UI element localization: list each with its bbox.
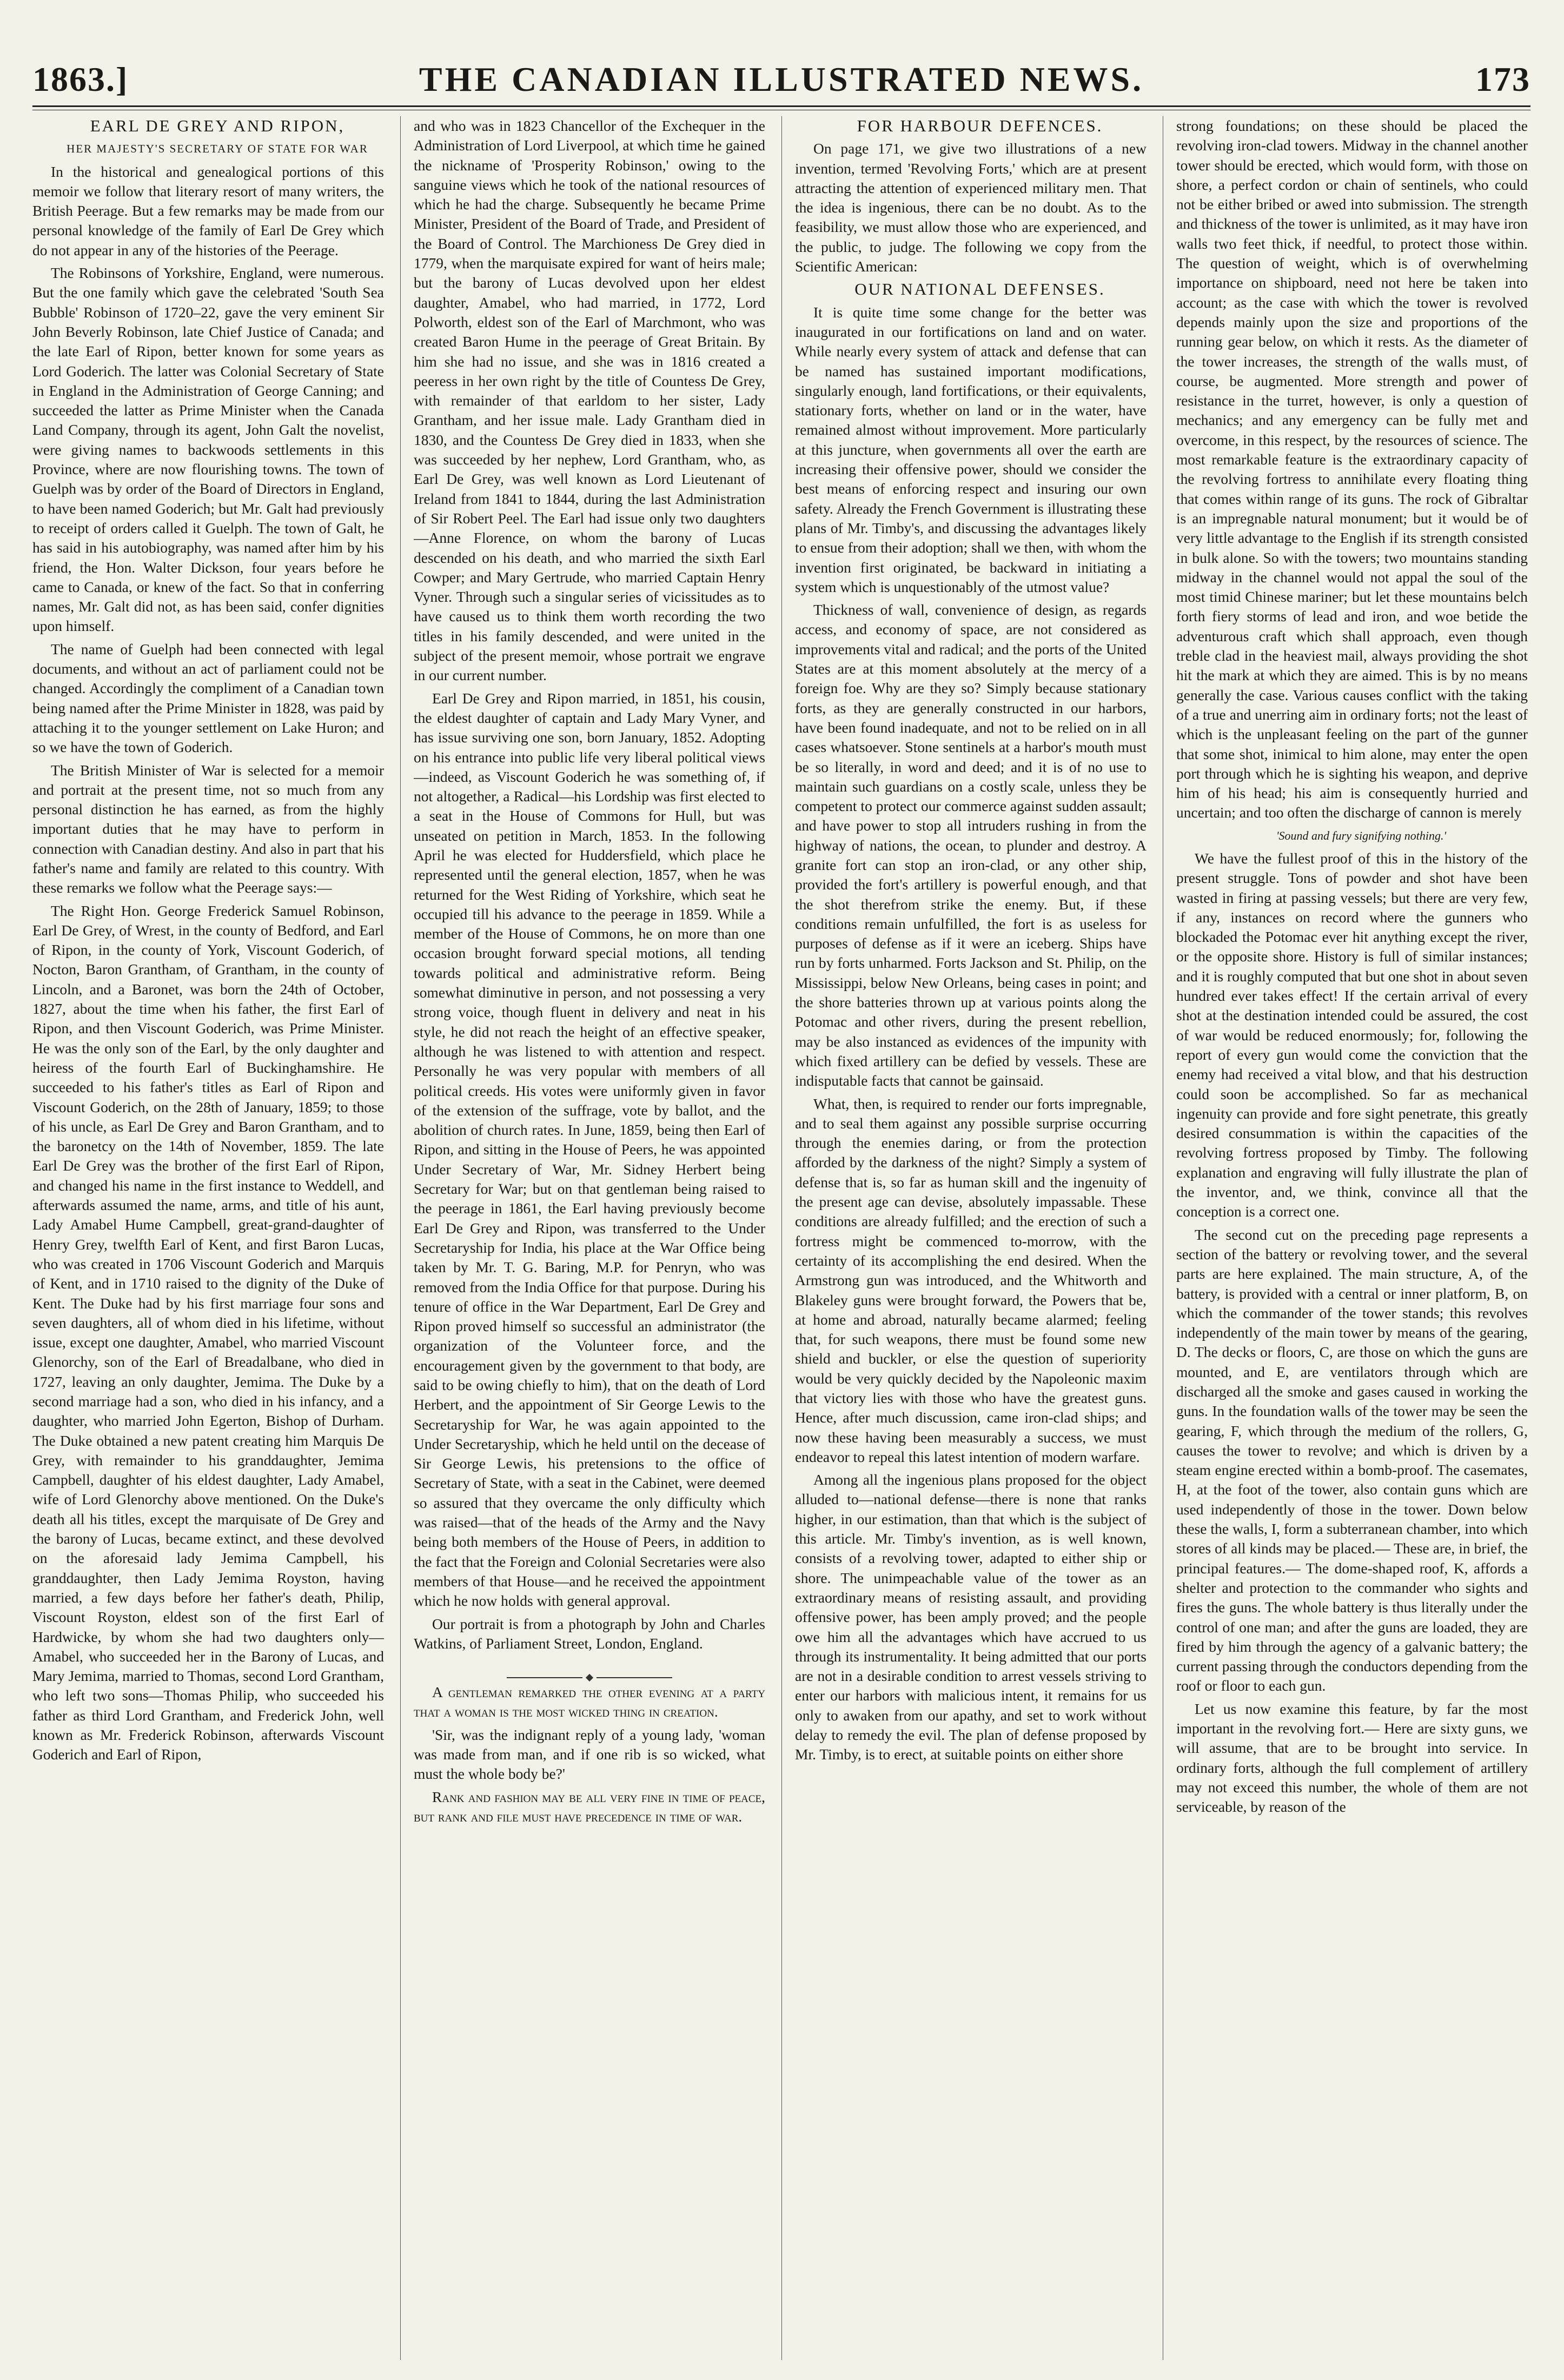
issue-year: 1863.] <box>32 60 129 98</box>
paragraph: The Right Hon. George Frederick Samuel Robinson, Earl De Grey, of Wrest, in the county of Bedford, and Earl of Ripon, in the county of York, Viscount Goderich, of Nocton, Baron Grantham, of Grantham, in the county of Lincoln, and a Baronet, was born the 24th of October, 1827, about the time when his father, the first Earl of Ripon, and then Viscount Goderich, was Prime Minister. He was the only son of the Earl, by the only daughter and heiress of the fourth Earl of Buckinghamshire. He succeeded to his father's titles as Earl of Ripon and Viscount Goderich, on the 28th of January, 1859; to those of his uncle, as Earl De Grey and Baron Grantham, and to the baronetcy on the 14th of November, 1859. The late Earl De Grey was the brother of the first Earl of Ripon, and changed his name in the first instance to Weddell, and afterwards assumed the name, arms, and title of his aunt, Lady Amabel Hume Campbell, great-grand-daughter of Henry Grey, twelfth Earl of Kent, and first Baron Lucas, who was created in 1706 Viscount Goderich and Marquis of Kent, and in 1710 raised to the dignity of the Duke of Kent. The Duke had by his first marriage four sons and seven daughters, all of whom died in his lifetime, without issue, except one daughter, Amabel, who married Viscount Glenorchy, son of the Earl of Breadalbane, who died in 1727, leaving an only daughter, Jemima. The Duke by a second marriage had a son, who died in his infancy, and a daughter, who married John Egerton, Bishop of Durham. The Duke obtained a new patent creating him Marquis De Grey, with remainder to his granddaughter, Jemima Campbell, daughter of his eldest daughter, Lady Amabel, wife of Lord Glenorchy above mentioned. On the Duke's death all his titles, except the marquisate of De Grey and the barony of Lucas, became extinct, and these devolved on the aforesaid lady Jemima Campbell, his granddaughter, then Lady Jemima Royston, having married, a few days before her father's death, Philip, Viscount Royston, eldest son of the first Earl of Hardwicke, by whom she had two daughters only—Amabel, who succeeded her in the Barony of Lucas, and Mary Jemima, married to Thomas, second Lord Grantham, who left two sons—Thomas Philip, who succeeded his father as third Lord Grantham, and Frederick John, well known as Mr. Frederick Robinson, afterwards Viscount Goderich and Earl of Ripon, <box>32 902 384 1763</box>
paragraph: The British Minister of War is selected for a memoir and portrait at the present time, not so much from any personal distinction he has earned, as from the highly important duties that he may have to perform in connection with Canadian destiny. And also in part that his father's name and family are related to this country. With these remarks we follow what the Peerage says:— <box>32 761 384 896</box>
column-2 <box>414 116 765 2360</box>
paragraph: It is quite time some change for the better was inaugurated in our fortifications on land and on water. While nearly every system of attack and defense that can be named has sustained important modifications, singularly enough, land fortifications, or their equivalents, stationary forts, whether on land or in the water, have remained almost without improvement. More particularly at this juncture, when governments all over the earth are increasing their offensive power, should we consider the best means of enforcing respect and insuring our own safety. Already the French Government is illustrating these plans of Mr. Timby's, and discussing the advantages likely to ensue from their adoption; shall we then, with whom the invention first originated, be backward in initiating a system which is unquestionably of the utmost value? <box>795 303 1147 595</box>
article-subheading: HER MAJESTY'S SECRETARY OF STATE FOR WAR <box>67 142 368 156</box>
paragraph: and who was in 1823 Chancellor of the Exchequer in the Administration of Lord Liverpool, at which time he gained the nickname of 'Prosperity Robinson,' owing to the sanguine views which he took of the national resources of which he had the charge. Subsequently he became Prime Minister, President of the Board of Trade, and President of the Board of Control. The Marchioness De Grey died in 1779, when the marquisate expired for want of heirs male; but the barony of Lucas devolved upon her eldest daughter, Amabel, who had married, in 1772, Lord Polworth, eldest son of the Earl of Marchmont, who was created Baron Hume in the peerage of Great Britain. By him she had no issue, and she was in 1816 created a peeress in her own right by the title of Countess De Grey, with remainder of that earldom to her sister, Lady Grantham, and her issue male. Lady Grantham died in 1830, and the Countess De Grey died in 1833, when she was succeeded by her nephew, Lord Grantham, who, as Earl De Grey, was well known as Lord Lieutenant of Ireland from 1841 to 1844, during the last Administration of Sir Robert Peel. The Earl had issue only two daughters—Anne Florence, on whom the barony of Lucas descended on his death, and who married the sixth Earl Cowper; and Mary Gertrude, who married Captain Henry Vyner. Through such a singular series of vicissitudes as to have caused us to think them worth recording the two titles in his family descended, and were united in the subject of the present memoir, whose portrait we engrave in our current number. <box>414 117 765 684</box>
paragraph: Let us now examine this feature, by far the most important in the revolving fort.— Here are sixty guns, we will assume, that are to be brought into service. In ordinary forts, although the full complement of artillery may not exceed this number, the whole of them are not serviceable, by reason of the <box>1176 1700 1528 1816</box>
paragraph: The second cut on the preceding page represents a section of the battery or revolving tower, and the several parts are here explained. The main structure, A, of the battery, is provided with a central or inner platform, B, on which the commander of the tower stands; this revolves independently of the main tower by means of the gearing, D. The decks or floors, C, are those on which the guns are mounted, and E, are ventilators through which are discharged all the smoke and gases caused in working the guns. In the foundation walls of the tower may be seen the gearing, F, which through the medium of the rollers, G, causes the tower to revolve; and which is driven by a steam engine erected within a bomb-proof. The casemates, H, at the foot of the tower, also contain guns which are used independently of those in the tower. Down below these the walls, I, form a subterranean chamber, into which stores of all kinds may be placed.— These are, in brief, the principal features.— The dome-shaped roof, K, affords a shelter and protection to the commander who sights and fires the guns. The whole battery is thus literally under the control of one man; and after the guns are loaded, they are fired by him through the agency of a galvanic battery; the current passing through the conductors depending from the roof or floor to each gun. <box>1176 1226 1528 1694</box>
column-divider <box>781 116 782 2360</box>
article-heading-earl-de-grey: EARL DE GREY AND RIPON, <box>90 116 345 135</box>
page-number: 173 <box>1475 60 1530 98</box>
paragraph: What, then, is required to render our forts impregnable, and to seal them against any possible surprise occurring through the enemies daring, or from the protection afforded by the darkness of the night? Simply a system of defense that is, so far as human skill and the ingenuity of the present age can devise, absolutely impassable. These conditions are already fulfilled; and the erection of such a fortress might be commenced to-morrow, with the certainty of its accomplishing the end desired. When the Armstrong gun was introduced, and the Whitworth and Blakeley guns were brought forward, the Powers that be, at home and abroad, naturally became alarmed; feeling that, for such weapons, there must be found some new shield and buckler, or else the question of superiority would be very quickly decided by the Napoleonic maxim that victory lies with those who have the greatest guns. Hence, after much discussion, came iron-clad ships; and now these having been measurably a success, we must endeavor to repeal this latest intention of modern warfare. <box>795 1095 1147 1465</box>
newspaper-title: THE CANADIAN ILLUSTRATED NEWS. <box>419 60 1144 98</box>
article-heading-harbour-defences: FOR HARBOUR DEFENCES. <box>857 116 1103 135</box>
paragraph: The Robinsons of Yorkshire, England, were numerous. But the one family which gave the celebrated 'South Sea Bubble' Robinson of 1720–22, gave the very eminent Sir John Beverly Robinson, late Chief Justice of Canada; and the late Earl of Ripon, better known for some years as Lord Goderich. The latter was Colonial Secretary of State in England in the Administration of George Canning; and succeeded the latter as Prime Minister when the Canada Land Company, through its agent, John Galt the novelist, were giving names to backwoods settlements in this Province, where are now flourishing towns. The town of Guelph was by order of the Board of Directors in England, to have been named Goderich; but Mr. Galt had previously to receipt of orders called it Guelph. The town of Galt, he has said in his autobiography, was named after him by his friend, the Hon. Walter Dickson, four years before he came to Canada, or knew of the fact. So that in conferring names, Mr. Galt did not, as has been said, confer dignities upon himself. <box>32 264 384 635</box>
anecdote-paragraph: Rank and fashion may be all very fine in time of peace, but rank and file must have precedence in time of war. <box>414 1788 765 1825</box>
article-columns <box>32 116 1530 2360</box>
paragraph: In the historical and genealogical portions of this memoir we follow that literary resort of many writers, the British Peerage. But a few remarks may be made from our personal knowledge of the family of Earl De Grey which do not appear in any of the histories of the Peerage. <box>32 163 384 258</box>
column-3 <box>795 116 1147 2360</box>
paragraph: Among all the ingenious plans proposed for the object alluded to—national defense—there is none that ranks higher, in our estimation, than that which is the subject of this article. Mr. Timby's invention, as is well known, consists of a revolving tower, adapted to either ship or shore. The unimpeachable value of the tower as an extraordinary means of resisting assault, and providing offensive power, has been amply proved; and the people owe him all the advantages which have accrued to us through its instrumentality. It being admitted that our ports are not in a desirable condition to arrest vessels striving to enter our harbors with malicious intent, it remains for us only to awaken from our apathy, and set to work without delay to remedy the evil. The plan of defense proposed by Mr. Timby, is to erect, at suitable points on either shore <box>795 1471 1147 1763</box>
column-divider <box>400 116 401 2360</box>
column-1 <box>32 116 384 2360</box>
anecdote-paragraph: 'Sir, was the indignant reply of a young lady, 'woman was made from man, and if one rib is so wicked, what must the whole body be?' <box>414 1726 765 1783</box>
paragraph: On page 171, we give two illustrations of a new invention, termed 'Revolving Forts,' which are at present attracting the attention of experienced military men. That the idea is ingenious, there can be no doubt. As to the feasibility, we must allow those who are experienced, and the public, to judge. The following we copy from the Scientific American: <box>795 140 1147 275</box>
anecdote-paragraph: A gentleman remarked the other evening at a party that a woman is the most wicked thing in creation. <box>414 1684 765 1720</box>
pull-quote: 'Sound and fury signifying nothing.' <box>1276 828 1447 842</box>
column-4 <box>1176 116 1528 2360</box>
masthead <box>32 59 1530 108</box>
paragraph: Thickness of wall, convenience of design, as regards access, and economy of space, are not considered as improvements vital and radical; and the ports of the United States are at this moment absolutely at the mercy of a foreign foe. Why are they so? Simply because stationary forts, as they are generally constructed in our harbors, have been found inadequate, and not to be relied on in all cases whatsoever. Stone sentinels at a harbor's mouth must be so literally, in word and deed; and it is of no use to maintain such guardians on a costly scale, unless they be competent to protect our commerce against sudden assault; and have power to stop all intruders rushing in from the highway of nations, the ocean, to plunder and destroy. A granite fort can stop an iron-clad, or any other ship, provided the fort's artillery is powerful enough, and that the shot therefrom strike the enemy. But, if these conditions remain unfulfilled, the fort is as useless for purposes of defense as if it were an iceberg. Ships have run by forts unharmed. Forts Jackson and St. Philip, on the Mississippi, below New Orleans, being cases in point; and the shore batteries thrown up at various points along the Potomac and other rivers, during the present rebellion, may be also instanced as evidences of the impunity with which fixed artillery can be defied by vessels. These are indisputable facts that cannot be gainsaid. <box>795 601 1147 1089</box>
paragraph: Earl De Grey and Ripon married, in 1851, his cousin, the eldest daughter of captain and Lady Mary Vyner, and has issue surviving one son, born January, 1852. Adopting on his entrance into public life very liberal political views—indeed, as Viscount Goderich he was something of, if not altogether, a Radical—his Lordship was first elected to a seat in the House of Commons for Hull, but was unseated on petition in March, 1853. In the following April he was elected for Huddersfield, which place he represented until the general election, 1857, when he was returned for the West Riding of Yorkshire, which seat he occupied till his advance to the peerage in 1859. While a member of the House of Commons, he on more than one occasion brought forward special motions, all tending towards political and administrative reform. Being somewhat diminutive in person, and not possessing a very strong voice, though fluent in delivery and neat in his style, he did not reach the height of an effective speaker, although he was listened to with attention and respect. Personally he was very popular with members of all political creeds. His votes were uniformly given in favor of the extension of the suffrage, vote by ballot, and the abolition of church rates. In June, 1859, being then Earl of Ripon, and sitting in the House of Peers, he was appointed Under Secretary of War, Mr. Sidney Herbert being Secretary for War; but on that gentleman being raised to the peerage in 1861, the Earl having previously become Earl De Grey and Ripon, was transferred to the Under Secretaryship for India, his place at the War Office being taken by Mr. T. G. Baring, M.P. for Penryn, who was removed from the India Office for that purpose. During his tenure of office in the War Department, Earl De Grey and Ripon proved himself so successful an administrator (the organization of the Volunteer force, and the encouragement given by the government to that body, are said to be owing chiefly to him), that on the death of Lord Herbert, and the appointment of Sir George Lewis to the Secretaryship for War, he was again appointed to the Under Secretaryship, which he held until on the decease of Sir George Lewis, his pretensions to the office of Secretary of State, with a seat in the Cabinet, were deemed so assured that they overcame the only difficulty which was raised—that of the heads of the Army and the Navy being both members of the House of Peers, in addition to the fact that the Foreign and Colonial Secretaries were also members of that House—and he received the appointment which he now holds with general approval. <box>414 689 765 1610</box>
article-heading-national-defenses: OUR NATIONAL DEFENSES. <box>854 280 1105 299</box>
header-rule <box>32 105 1530 107</box>
paragraph: The name of Guelph had been connected with legal documents, and without an act of parliament could not be changed. Accordingly the compliment of a Canadian town being named after the Prime Minister in 1828, was paid by attaching it to the younger settlement on Lake Huron; and so we have the town of Goderich. <box>32 640 384 756</box>
section-divider <box>414 1666 765 1672</box>
paragraph: strong foundations; on these should be placed the revolving iron-clad towers. Midway in the channel another tower should be erected, which would form, with those on shore, a perfect cordon or chain of sentinels, who could not be either bribed or awed into submission. The strength and thickness of the tower is unlimited, as it may have iron walls two feet thick, if needful, to protect those within. The question of weight, which is of overwhelming importance on shipboard, need not here be taken into account; as the case with which the tower is revolved depends mainly upon the size and proportions of the running gear below, on which it rests. As the diameter of the tower increases, the strength of the walls must, of course, be augmented. More strength and power of resistance in the turret, however, is only a question of mechanics; and any emergency can be fully met and overcome, in this respect, by the resources of science. The most remarkable feature is the extraordinary capacity of the revolving fortress to annihilate every floating thing that comes within range of its guns. The rock of Gibraltar is an impregnable natural monument; but it would be of very little advantage to the English if its strength consisted in bulk alone. So with the towers; two mountains standing midway in the channel would not appal the soul of the most timid Chinese mariner; but let these mountains belch forth fiery storms of lead and iron, and woe betide the adventurous craft which shall approach, even though treble clad in the heaviest mail, always providing the shot hit the mark at which they are aimed. This is by no means generally the case. Various causes conflict with the taking of a true and unerring aim in ordinary forts; not the least of which is the unpleasant feeling on the part of the gunner that some shot, inimical to him alone, may enter the open port through which he is sighting his weapon, and deprive him of his head; his aim is consequently hurried and uncertain; and too often the discharge of cannon is merely <box>1176 117 1528 821</box>
paragraph: We have the fullest proof of this in the history of the present struggle. Tons of powder and shot have been wasted in firing at passing vessels; but there are very few, if any, instances on record where the gunners who blockaded the Potomac ever hit anything except the river, or the opposite shore. History is full of similar instances; and it is roughly computed that but one shot in about seven hundred ever takes effect! If the certain arrival of every shot at the destination intended could be assured, the cost of war would be reduced enormously; for, following the report of every gun would come the conviction that the enemy had received a vital blow, and that his destruction could soon be accomplished. So far as mechanical ingenuity can provide and fore sight penetrate, this greatly desired consummation is within the capacities of the revolving fortress proposed by Timby. The following explanation and engraving will fully illustrate the plan of the inventor, and, we think, convince all that the conception is a correct one. <box>1176 849 1528 1220</box>
paragraph: Our portrait is from a photograph by John and Charles Watkins, of Parliament Street, London, England. <box>414 1615 765 1652</box>
